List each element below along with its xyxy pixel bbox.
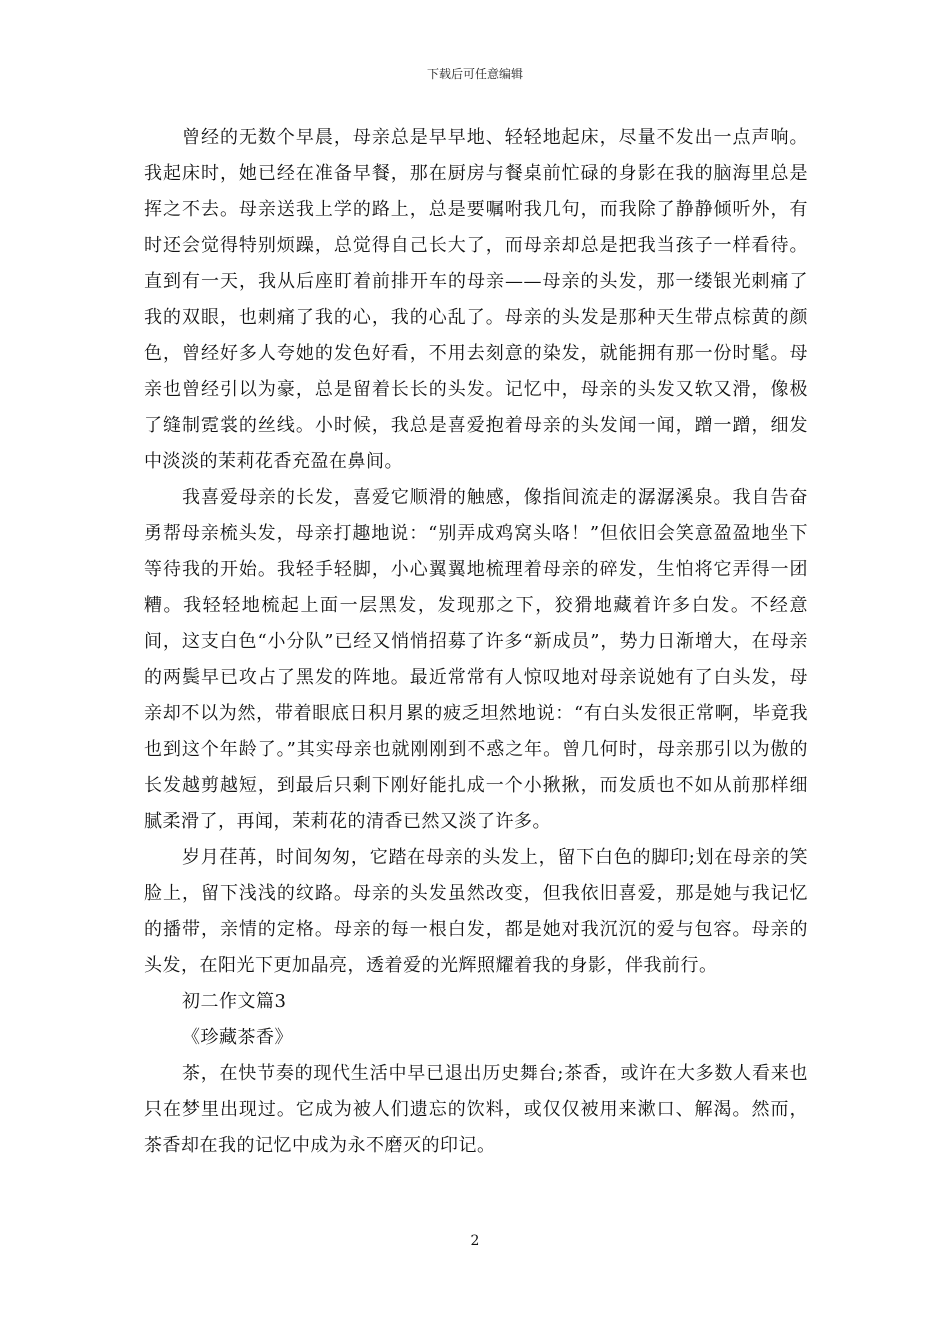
- paragraph-1: 曾经的无数个早晨，母亲总是早早地、轻轻地起床，尽量不发出一点声响。我起床时，她已经在准备早餐，那在厨房与餐桌前忙碌的身影在我的脑海里总是挥之不去。母亲送我上学的路上，总是要嘱咐我几句，而我除了静静倾听外，有时还会觉得特别烦躁，总觉得自己长大了，而母亲却总是把我当孩子一样看待。直到有一天，我从后座盯着前排开车的母亲——母亲的头发，那一缕银光刺痛了我的双眼，也刺痛了我的心，我的心乱了。母亲的头发是那种天生带点棕黄的颜色，曾经好多人夸她的发色好看，不用去刻意的染发，就能拥有那一份时髦。母亲也曾经引以为豪，总是留着长长的头发。记忆中，母亲的头发又软又滑，像极了缝制霓裳的丝线。小时候，我总是喜爱抱着母亲的头发闻一闻，蹭一蹭，细发中淡淡的茉莉花香充盈在鼻间。: [144, 127, 808, 472]
- paragraph-4: 茶，在快节奏的现代生活中早已退出历史舞台;茶香，或许在大多数人看来也只在梦里出现过。它成为被人们遗忘的饮料，或仅仅被用来漱口、解渴。然而，茶香却在我的记忆中成为永不磨灭的印记。: [144, 1063, 808, 1156]
- paragraph-3: 岁月荏苒，时间匆匆，它踏在母亲的头发上，留下白色的脚印;划在母亲的笑脸上，留下浅浅的纹路。母亲的头发虽然改变，但我依旧喜爱，那是她与我记忆的播带，亲情的定格。母亲的每一根白发，都是她对我沉沉的爱与包容。母亲的头发，在阳光下更加晶亮，透着爱的光辉照耀着我的身影，伴我前行。: [144, 847, 808, 976]
- page-number: 2: [470, 1233, 480, 1249]
- section-heading: 初二作文篇3: [182, 991, 287, 1012]
- page-header: 下载后可任意编辑: [426, 67, 523, 81]
- paragraph-2: 我喜爱母亲的长发，喜爱它顺滑的触感，像指间流走的潺潺溪泉。我自告奋勇帮母亲梳头发，母亲打趣地说：“别弄成鸡窝头咯！”但依旧会笑意盈盈地坐下等待我的开始。我轻手轻脚，小心翼翼地梳理着母亲的碎发，生怕将它弄得一团糟。我轻轻地梳起上面一层黑发，发现那之下，狡猾地藏着许多白发。不经意间，这支白色“小分队”已经又悄悄招募了许多“新成员”，势力日渐增大，在母亲的两鬓早已攻占了黑发的阵地。最近常常有人惊叹地对母亲说她有了白头发，母亲却不以为然，带着眼底日积月累的疲乏坦然地说：“有白头发很正常啊，毕竟我也到这个年龄了。”其实母亲也就刚刚到不惑之年。曾几何时，母亲那引以为傲的长发越剪越短，到最后只剩下刚好能扎成一个小揪揪，而发质也不如从前那样细腻柔滑了，再闻，茉莉花的清香已然又淡了许多。: [144, 487, 808, 832]
- document-body: [144, 120, 808, 1164]
- essay-title: 《珍藏茶香》: [182, 1027, 293, 1048]
